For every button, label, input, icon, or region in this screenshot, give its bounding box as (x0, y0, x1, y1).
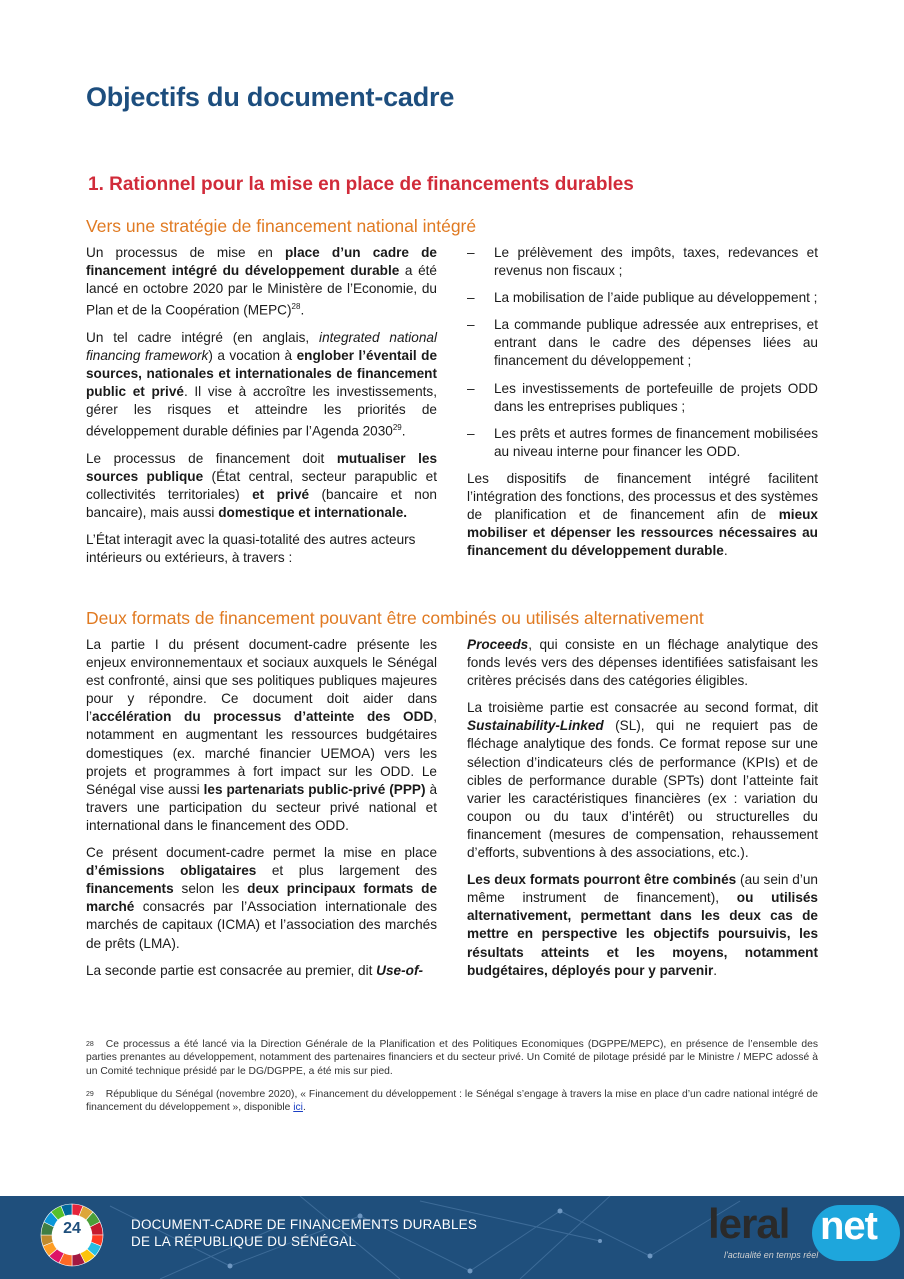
paragraph: La partie I du présent document-cadre présente les enjeux environnementaux et sociaux auxquels le Sénégal est confronté, ainsi que ses politiques publiques majeures pour y répondre. Ce document doit aider dans l’accélération du processus d’atteinte des ODD, notamment en augmentant les ressources budgétaires domestiques (ex. marché financier UEMOA) vers les projets et programmes à fort impact sur les ODD. Le Sénégal vise aussi les partenariats public-privé (PPP) à travers une participation du secteur privé national et international dans le financement des ODD. (86, 637, 438, 833)
paragraph: Ce présent document-cadre permet la mise en place d’émissions obligataires et plus largement des financements selon les deux principaux formats de marché consacrés par l’Association internationale des marchés de capitaux (ICMA) et l’association des marchés de prêts (LMA). (86, 845, 437, 951)
dash-bullet: – (467, 245, 475, 260)
footnote-ref[interactable]: 29 (392, 423, 402, 433)
paragraph: La seconde partie est consacrée au premier, dit Use-of- (86, 962, 423, 978)
list-item: – Les investissements de portefeuille de projets ODD dans les entreprises publiques ; (467, 380, 818, 416)
subheading-integrated-strategy: Vers une stratégie de financement national intégré (86, 216, 477, 236)
paragraph: Le processus de financement doit mutualiser les sources publique (État central, secteur parapublic et collectivités territoriales) et privé (bancaire et non bancaire), mais aussi domestique et internationale. (86, 451, 438, 521)
list-item: – La commande publique adressée aux entreprises, et entrant dans le cadre des dépenses liées au financement du développement ; (467, 316, 818, 370)
footnote-ref[interactable]: 28 (291, 302, 301, 312)
dash-bullet: – (467, 290, 475, 306)
watermark-tagline: l'actualité en temps réel (724, 1250, 819, 1260)
footnote: $^{28}$ Ce processus a été lancé via la Direction Générale de la Planification et des Politiques Economiques (DGPPE/MEPC), en présence de l’ensemble des parties prenantes au développement, notamment des partenaires financiers et du secteur privé. Un Comité de pilotage présidé par le Ministre / MEPC adossé à un Comité technique présidé par le DG/DGPPE, a été mis sur pied. (86, 1039, 818, 1077)
watermark-logo-leral: leral (708, 1200, 790, 1247)
page-title: Objectifs du document-cadre (86, 82, 455, 112)
dash-bullet: – (467, 425, 475, 441)
paragraph: Un processus de mise en place d’un cadre de financement intégré du développement durable a été lancé en octobre 2020 par le Ministère de l’Economie, du Plan et de la Coopération (MEPC)$^{28}$. (86, 245, 437, 318)
list-item: – Le prélèvement des impôts, taxes, redevances et revenus non fiscaux ; (467, 244, 818, 280)
paragraph: Proceeds, qui consiste en un fléchage analytique des fonds levés vers des dépenses identifiées satisfaisant les critères précisés dans des catégories éligibles. (467, 637, 818, 689)
watermark-logo-net: net (820, 1204, 877, 1248)
page-number: 24 (63, 1220, 81, 1237)
footnote: $^{29}$ République du Sénégal (novembre 2020), « Financement du développement : le Sénégal s’engage à travers la mise en place d’un cadre national intégré de financement du développement », disponible ici. (86, 1089, 818, 1114)
footnote-number: 28 (86, 1041, 94, 1048)
column-4 (467, 636, 818, 989)
subheading-two-formats: Deux formats de financement pouvant être combinés ou utilisés alternativement (86, 608, 704, 628)
list-item: – La mobilisation de l’aide publique au développement ; (467, 289, 818, 307)
column-1 (86, 244, 437, 577)
paragraph: Les dispositifs de financement intégré facilitent l’intégration des fonctions, des processus et des systèmes de planification et de financement afin de mieux mobiliser et dépenser les ressources nécessaires au financement du développement durable. (467, 470, 818, 559)
footer-title-line-2: DE LA RÉPUBLIQUE DU SÉNÉGAL (131, 1234, 357, 1249)
column-3 (86, 636, 437, 989)
dash-bullet: – (467, 380, 475, 396)
paragraph: Un tel cadre intégré (en anglais, integrated national financing framework) a vocation à englober l’éventail de sources, nationales et internationales de financement public et privé. Il vise à accroître les investissements, gérer les risques et atteindre les priorités de développement durable définies par l’Agenda 2030$^{29}$. (86, 329, 438, 439)
footnote-number: 29 (86, 1091, 94, 1098)
paragraph: L’État interagit avec la quasi-totalité des autres acteurs intérieurs ou extérieurs, à travers : (86, 532, 416, 566)
paragraph: La troisième partie est consacrée au second format, dit Sustainability-Linked (SL), qui ne requiert pas de fléchage analytique des fonds. Ce format repose sur une sélection d’indicateurs clés de performance (KPIs) et de cibles de performance durable (SPTs) dont l’atteinte fait varier les caractéristiques financières (ex : variation du coupon ou du taux d’intérêt) ou structurelles du financement (mesures de compensation, rehaussement d’efforts, subventions à des associations, etc.). (467, 700, 818, 861)
dash-bullet: – (467, 317, 475, 333)
footer-title-line-1: DOCUMENT-CADRE DE FINANCEMENTS DURABLES (131, 1217, 478, 1232)
list-item: – Les prêts et autres formes de financement mobilisées au niveau interne pour financer les ODD. (467, 425, 818, 461)
footnote-link[interactable]: ici (293, 1102, 303, 1114)
column-2 (467, 244, 818, 569)
section-heading: 1. Rationnel pour la mise en place de financements durables (88, 174, 634, 195)
paragraph: Les deux formats pourront être combinés (au sein d’un même instrument de financement), ou utilisés alternativement, permettant dans les deux cas de mettre en perspective les objectifs poursuivis, les résultats atteints et les moyens, notamment budgétaires, déployés pour y parvenir. (467, 872, 818, 978)
